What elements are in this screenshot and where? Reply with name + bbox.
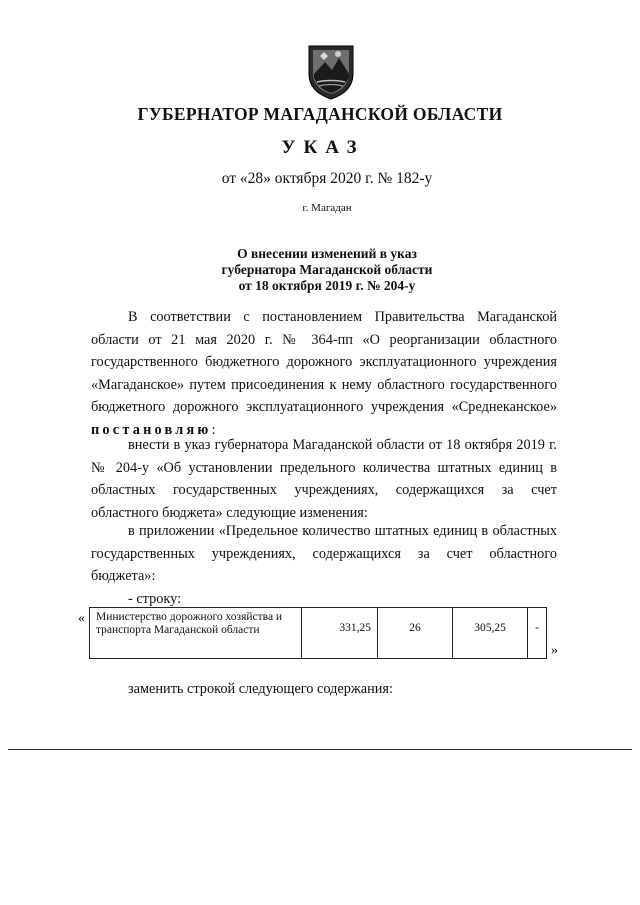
document-type: УКАЗ — [281, 137, 365, 158]
value-cell-3: 305,25 — [453, 608, 528, 659]
issuing-authority: ГУБЕРНАТОР МАГАДАНСКОЙ ОБЛАСТИ — [137, 104, 503, 124]
opening-quote: « — [78, 611, 85, 626]
row-label-text: - строку: — [128, 591, 182, 607]
amended-row-table — [89, 607, 547, 659]
value-cell-1: 331,25 — [302, 608, 378, 659]
table-row — [90, 608, 547, 659]
amendment-intro-paragraph — [91, 434, 557, 524]
institution-name-cell: Министерство дорожного хозяйства и транспорта Магаданской области — [90, 608, 302, 659]
subject-line: губернатора Магаданской области — [221, 262, 433, 277]
decree-word: постановляю — [91, 421, 212, 438]
preamble-text: В соответствии с постановлением Правительства Магаданской области от 21 мая 2020 г. № 364-пп «О реорганизации областного государственного бюджетного дорожного эксплуатационного учреждения «Магаданское» путем присоединения к нему областного государственного бюджетного дорожного эксплуатационного учреждения «Среднеканское» — [91, 309, 557, 415]
coat-of-arms-emblem — [305, 44, 357, 100]
amendment-intro-text: внести в указ губернатора Магаданской области от 18 октября 2019 г. № 204-у «Об установлении предельного количества штатных единиц в областных государственных учреждениях, содержащихся за счет областного бюджета» следующие изменения: — [91, 437, 557, 521]
appendix-text: в приложении «Предельное количество штатных единиц в областных государственных учреждениях, содержащихся за счет областного бюджета»: — [91, 523, 557, 584]
document-date-number: от «28» октября 2020 г. № 182-у — [221, 170, 433, 187]
preamble-paragraph — [91, 306, 557, 441]
value-cell-2: 26 — [378, 608, 453, 659]
page-break-rule — [8, 749, 632, 750]
document-subject — [0, 246, 640, 294]
value-cell-4: - — [528, 608, 547, 659]
decree-colon: : — [211, 421, 216, 438]
subject-line: О внесении изменений в указ — [237, 246, 417, 261]
closing-quote: » — [551, 643, 558, 658]
replace-instruction: заменить строкой следующего содержания: — [128, 681, 393, 697]
document-place: г. Магадан — [302, 202, 352, 214]
subject-line: от 18 октября 2019 г. № 204-у — [238, 278, 416, 293]
appendix-paragraph — [91, 520, 557, 588]
